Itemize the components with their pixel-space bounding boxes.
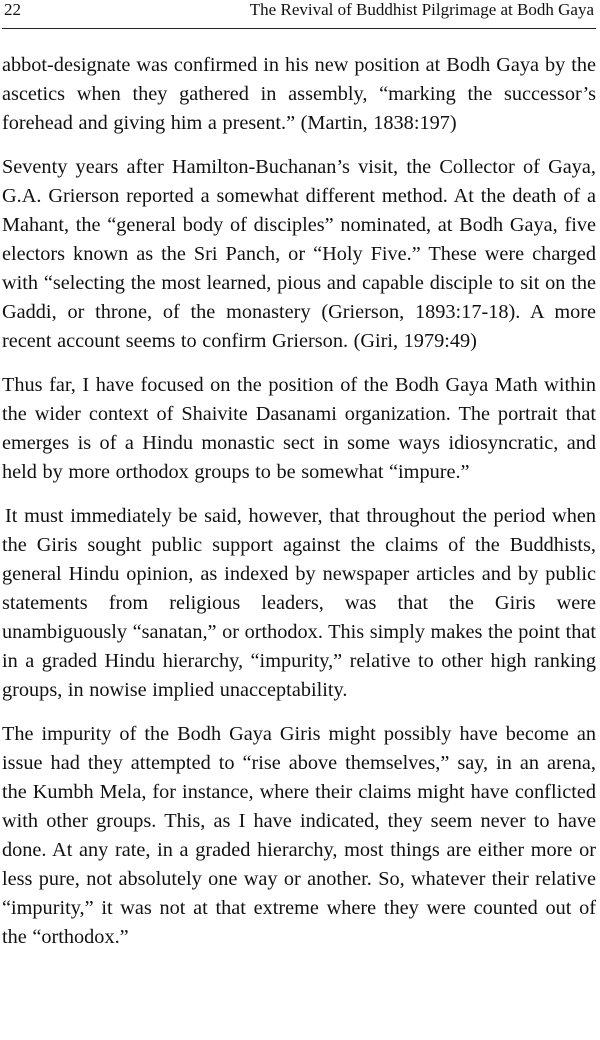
body-text — [2, 51, 596, 952]
paragraph-4: It must immediately be said, however, that throughout the period when the Giris sought public support against the claims of the Buddhists, general Hindu opinion, as indexed by newspaper articles and by public statements from religious leaders, was that the Giris were unambiguously “sanatan,” or orthodox. This simply makes the point that in a graded Hindu hierarchy, “impurity,” relative to other high ranking groups, in nowise implied unacceptability. — [2, 505, 596, 701]
page-number: 22 — [4, 0, 21, 19]
paragraph-1: abbot-designate was confirmed in his new position at Bodh Gaya by the ascetics when they gathered in assembly, “marking the successor’s forehead and giving him a present.” (Martin, 1838:197) — [2, 54, 596, 134]
paragraph-2: Seventy years after Hamilton-Buchanan’s visit, the Collector of Gaya, G.A. Grierson reported a somewhat different method. At the death of a Mahant, the “general body of disciples” nominated, at Bodh Gaya, five electors known as the Sri Panch, or “Holy Five.” These were charged with “selecting the most learned, pious and capable disciple to sit on the Gaddi, or throne, of the monastery (Grierson, 1893:17-18). A more recent account seems to confirm Grierson. (Giri, 1979:49) — [2, 156, 596, 352]
running-title: The Revival of Buddhist Pilgrimage at Bodh Gaya — [249, 0, 594, 19]
paragraph-3: Thus far, I have focused on the position of the Bodh Gaya Math within the wider context of Shaivite Dasanami organization. The portrait that emerges is of a Hindu monastic sect in some ways idiosyncratic, and held by more orthodox groups to be somewhat “impure.” — [2, 374, 596, 483]
header-rule — [2, 28, 596, 29]
paragraph-5: The impurity of the Bodh Gaya Giris might possibly have become an issue had they attempted to “rise above themselves,” say, in an arena, the Kumbh Mela, for instance, where their claims might have conflicted with other groups. This, as I have indicated, they seem never to have done. At any rate, in a graded hierarchy, most things are either more or less pure, not absolutely one way or another. So, whatever their relative “impurity,” it was not at that extreme where they were counted out of the “orthodox.” — [2, 723, 596, 948]
page-header — [2, 0, 596, 22]
